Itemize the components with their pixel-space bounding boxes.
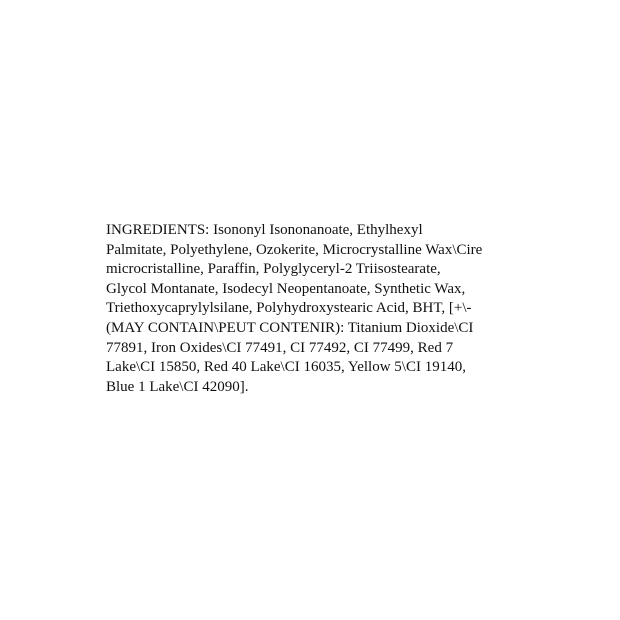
ingredients-line: Glycol Montanate, Isodecyl Neopentanoate, Synthetic Wax, — [106, 280, 466, 297]
ingredients-line: Blue 1 Lake\CI 42090]. — [106, 378, 249, 395]
ingredients-line: (MAY CONTAIN\PEUT CONTENIR): Titanium Dioxide\CI — [106, 319, 474, 336]
ingredients-line: microcristalline, Paraffin, Polyglyceryl-2 Triisostearate, — [106, 261, 441, 278]
ingredients-text — [106, 221, 536, 397]
ingredients-line: Triethoxycaprylylsilane, Polyhydroxystearic Acid, BHT, [+\- — [106, 300, 472, 317]
ingredients-line: Lake\CI 15850, Red 40 Lake\CI 16035, Yellow 5\CI 19140, — [106, 359, 466, 376]
ingredients-line: 77891, Iron Oxides\CI 77491, CI 77492, CI 77499, Red 7 — [106, 339, 454, 356]
ingredients-line: INGREDIENTS: Isononyl Isononanoate, Ethylhexyl — [106, 222, 423, 238]
ingredients-line: Palmitate, Polyethylene, Ozokerite, Microcrystalline Wax\Cire — [106, 241, 483, 258]
